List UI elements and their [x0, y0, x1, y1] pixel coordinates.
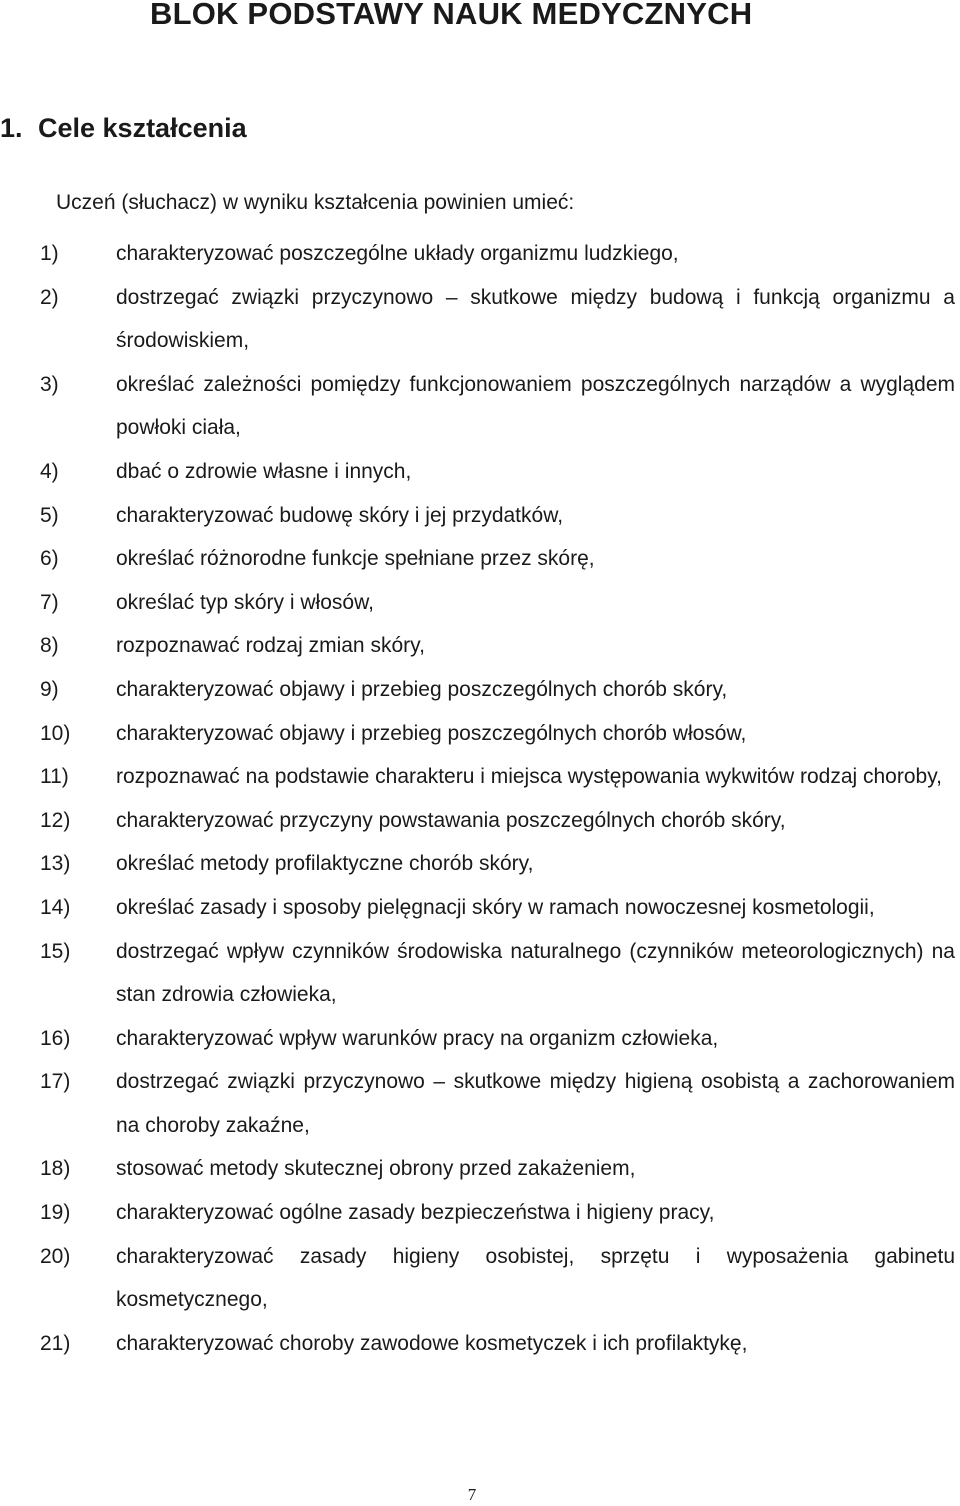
list-item-number: 20): [40, 1244, 71, 1268]
list-item-text: charakteryzować budowę skóry i jej przydatków,: [116, 503, 564, 527]
list-item: [0, 930, 955, 1017]
list-item-number: 17): [40, 1070, 71, 1094]
list-item-number-cell: [0, 1235, 116, 1322]
list-item-number-cell: [0, 624, 116, 668]
list-item-text: dbać o zdrowie własne i innych,: [116, 459, 412, 483]
list-item-number: 10): [40, 721, 71, 745]
list-item-number-cell: [0, 363, 116, 450]
list-item-text: charakteryzować objawy i przebieg poszczególnych chorób włosów,: [116, 721, 747, 745]
list-item-number-cell: [0, 1191, 116, 1235]
list-item-text: określać zasady i sposoby pielęgnacji skóry w ramach nowoczesnej kosmetologii,: [116, 895, 875, 919]
list-item-text: charakteryzować choroby zawodowe kosmetyczek i ich profilaktykę,: [116, 1331, 748, 1355]
list-item-text: charakteryzować wpływ warunków pracy na organizm człowieka,: [116, 1026, 719, 1050]
list-item-text: charakteryzować przyczyny powstawania poszczególnych chorób skóry,: [116, 808, 786, 832]
list-item-number-cell: [0, 450, 116, 494]
list-item: [0, 1322, 955, 1366]
list-item-number-cell: [0, 930, 116, 1017]
list-item-number: 3): [40, 372, 59, 396]
list-item-number: 12): [40, 808, 71, 832]
list-item: [0, 1191, 955, 1235]
list-item-text: stosować metody skutecznej obrony przed zakażeniem,: [116, 1157, 636, 1181]
list-item-text: charakteryzować poszczególne układy organizmu ludzkiego,: [116, 242, 679, 265]
list-item-text: dostrzegać związki przyczynowo – skutkowe między budową i funkcją organizmu a środowiskiem,: [116, 285, 955, 353]
list-item-number-cell: [0, 1322, 116, 1366]
list-item-text: charakteryzować zasady higieny osobistej, sprzętu i wyposażenia gabinetu kosmetycznego,: [116, 1244, 955, 1312]
list-item-number-cell: [0, 537, 116, 581]
list-item-text: rozpoznawać rodzaj zmian skóry,: [116, 634, 425, 658]
page-number: 7: [467, 1485, 477, 1504]
section-title: Cele kształcenia: [38, 113, 247, 143]
list-item: [0, 668, 955, 712]
list-item-number-cell: [0, 712, 116, 756]
list-item: [0, 712, 955, 756]
section-number: 1.: [0, 113, 23, 143]
list-item: [0, 450, 955, 494]
list-item-text: określać typ skóry i włosów,: [116, 590, 374, 614]
list-item-number: 19): [40, 1201, 71, 1225]
list-item-number-cell: [0, 886, 116, 930]
list-item-number: 6): [40, 547, 59, 571]
list-item-text: określać zależności pomiędzy funkcjonowaniem poszczególnych narządów a wyglądem powłoki ciała,: [116, 372, 955, 440]
list-item: [0, 1147, 955, 1191]
list-item-text: rozpoznawać na podstawie charakteru i miejsca występowania wykwitów rodzaj choroby,: [116, 765, 942, 789]
list-item: [0, 624, 955, 668]
list-item-text: charakteryzować ogólne zasady bezpieczeństwa i higieny pracy,: [116, 1201, 715, 1225]
list-item-number: 7): [40, 590, 59, 614]
document-title: BLOK PODSTAWY NAUK MEDYCZNYCH: [150, 0, 753, 31]
list-item: [0, 842, 955, 886]
list-item: [0, 886, 955, 930]
list-item-text: określać różnorodne funkcje spełniane przez skórę,: [116, 547, 595, 571]
list-item-number-cell: [0, 581, 116, 625]
list-item-number: 16): [40, 1026, 71, 1050]
list-item: [0, 755, 955, 799]
list-item-number-cell: [0, 755, 116, 799]
list-item: [0, 799, 955, 843]
list-item: [0, 276, 955, 363]
list-item-number: 2): [40, 285, 59, 309]
list-item-number-cell: [0, 494, 116, 538]
list-item-number: 5): [40, 503, 59, 527]
list-item-text: dostrzegać związki przyczynowo – skutkowe między higieną osobistą a zachorowaniem na choroby zakaźne,: [116, 1070, 955, 1137]
list-item: [0, 232, 955, 276]
list-item: [0, 537, 955, 581]
list-item-number-cell: [0, 232, 116, 276]
list-item-number: 9): [40, 677, 59, 701]
list-item: [0, 1235, 955, 1322]
list-item-number: 4): [40, 459, 59, 483]
list-item-number-cell: [0, 276, 116, 363]
section-heading: [0, 110, 247, 146]
list-item-number: 13): [40, 852, 71, 876]
list-item-number: 1): [40, 242, 59, 265]
list-item-number: 8): [40, 634, 59, 658]
list-item-number-cell: [0, 1147, 116, 1191]
list-item: [0, 363, 955, 450]
list-item-number-cell: [0, 1017, 116, 1061]
list-item-number: 14): [40, 895, 71, 919]
list-item: [0, 581, 955, 625]
list-item-text: określać metody profilaktyczne chorób skóry,: [116, 852, 534, 876]
list-item-number: 21): [40, 1331, 71, 1355]
intro-text: Uczeń (słuchacz) w wyniku kształcenia powinien umieć:: [56, 191, 575, 214]
list-item-number: 18): [40, 1157, 71, 1181]
list-item-number-cell: [0, 799, 116, 843]
list-item-number-cell: [0, 668, 116, 712]
list-item-number-cell: [0, 1060, 116, 1147]
list-item-number-cell: [0, 842, 116, 886]
list-item-number: 11): [40, 765, 69, 789]
list-item-text: charakteryzować objawy i przebieg poszczególnych chorób skóry,: [116, 677, 728, 701]
list-item-number: 15): [40, 939, 71, 963]
list-item-text: dostrzegać wpływ czynników środowiska naturalnego (czynników meteorologicznych) na stan zdrowia człowieka,: [116, 939, 955, 1007]
list-item: [0, 494, 955, 538]
objectives-list: [0, 232, 955, 1365]
list-item: [0, 1060, 955, 1147]
list-item: [0, 1017, 955, 1061]
